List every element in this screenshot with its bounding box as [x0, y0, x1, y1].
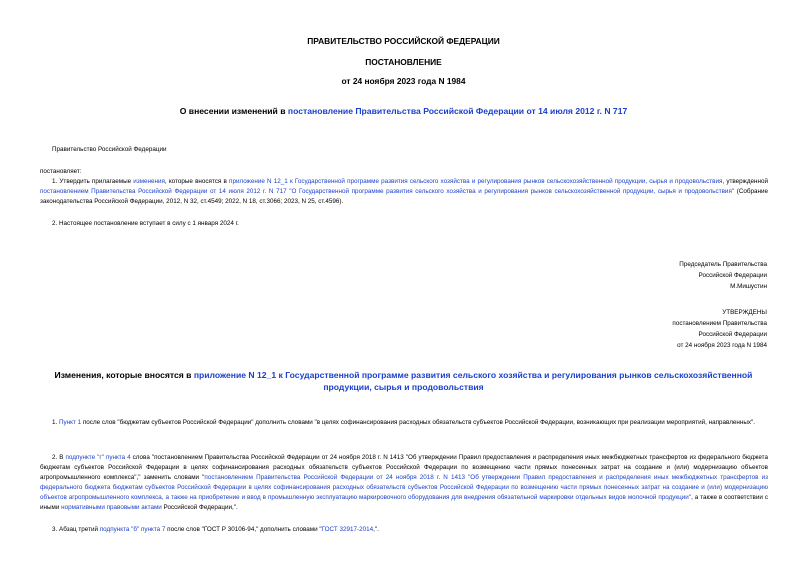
- signature-position: Председатель Правительства: [679, 261, 767, 268]
- subpoint-g-point-4-link[interactable]: подпункте "г" пункта 4: [65, 454, 131, 461]
- appendix-12-1-link[interactable]: приложение N 12_1 к Государственной программе развития сельского хозяйства и регулирования рынков сельскохозяйственной продукции, сырья и продовольствия: [229, 178, 723, 185]
- approval-organization: Российской Федерации: [698, 331, 767, 338]
- document-date-heading: от 24 ноября 2023 года N 1984: [341, 76, 466, 86]
- government-heading: ПРАВИТЕЛЬСТВО РОССИЙСКОЙ ФЕДЕРАЦИИ: [307, 36, 500, 46]
- approval-title: УТВЕРЖДЕНЫ: [722, 309, 767, 316]
- preamble-resolves: постановляет:: [40, 168, 82, 175]
- approval-by: постановлением Правительства: [672, 320, 767, 327]
- changes-appendix-link[interactable]: приложение N 12_1 к Государственной программе развития сельского хозяйства и регулирования рынков сельскохозяйственной продукции, сырья и продовольствия: [193, 370, 753, 392]
- changes-link[interactable]: изменения: [133, 178, 165, 185]
- subject-prefix: О внесении изменений в: [179, 106, 288, 116]
- point-1-link[interactable]: Пункт 1: [59, 419, 82, 426]
- item-2-paragraph: 2. Настоящее постановление вступает в силу с 1 января 2024 г.: [52, 220, 239, 227]
- resolution-1413-link[interactable]: постановлением Правительства Российской Федерации от 24 ноября 2018 г. N 1413 "Об утверждении Правил предоставления и распределения иных межбюджетных трансфертов из федерального бюджета бюджетам субъектов Российской Федерации в целях софинансирования расходных обязательств субъектов Российской Федерации по возмещению части прямых понесенных затрат на создание и (или) модернизацию объектов агропромышленного комплекса, а также на приобретение и ввод в промышленную эксплуатацию маркировочного оборудования для внедрения обязательной маркировки отдельных видов молочной продукции": [40, 474, 768, 501]
- signature-block: [679, 259, 767, 292]
- subpoint-b-point-7-link[interactable]: подпункта "б" пункта 7: [99, 526, 166, 533]
- change-3-paragraph: 3. Абзац третий подпункта "б" пункта 7 после слов "ГОСТ Р 30106-94," дополнить словами "ГОСТ 32917-2014,".: [52, 526, 379, 533]
- signature-name: М.Мишустин: [730, 283, 767, 290]
- document-type-heading: ПОСТАНОВЛЕНИЕ: [365, 57, 442, 67]
- normative-acts-link[interactable]: нормативными правовыми актами: [61, 504, 162, 511]
- preamble-government: Правительство Российской Федерации: [52, 146, 167, 153]
- approval-date: от 24 ноября 2023 года N 1984: [677, 342, 767, 349]
- document-subject: [0, 106, 807, 116]
- change-2-paragraph: 2. В подпункте "г" пункта 4 слова "постановлением Правительства Российской Федерации от 24 ноября 2018 г. N 1413 "Об утверждении Правил предоставления и распределения иных межбюджетных трансфертов из федерального бюджета бюджетам субъектов Российской Федерации в целях софинансирования расходных обязательств субъектов Российской Федерации по возмещению части прямых понесенных затрат на создание и (или) модернизацию объектов агропромышленного комплекса"," заменить словами "постановлением Правительства Российской Федерации от 24 ноября 2018 г. N 1413 "Об утверждении Правил предоставления и распределения иных межбюджетных трансфертов из федерального бюджета бюджетам субъектов Российской Федерации в целях софинансирования расходных обязательств субъектов Российской Федерации по возмещению части прямых понесенных затрат на создание и (или) модернизацию объектов агропромышленного комплекса, а также на приобретение и ввод в промышленную эксплуатацию маркировочного оборудования для внедрения обязательной маркировки отдельных видов молочной продукции", а также в соответствии с иными нормативными правовыми актами Российской Федерации,".: [40, 454, 768, 511]
- approval-block: [672, 307, 767, 351]
- changes-heading: Изменения, которые вносятся в приложение N 12_1 к Государственной программе развития сельского хозяйства и регулирования рынков сельскохозяйственной продукции, сырья и продовольствия: [54, 370, 753, 392]
- signature-organization: Российской Федерации: [698, 272, 767, 279]
- gost-32917-link[interactable]: ГОСТ 32917-2014: [321, 526, 374, 533]
- item-1-paragraph: 1. Утвердить прилагаемые изменения, которые вносятся в приложение N 12_1 к Государственной программе развития сельского хозяйства и регулирования рынков сельскохозяйственной продукции, сырья и продовольствия, утвержденной постановлением Правительства Российской Федерации от 14 июля 2012 г. N 717 "О Государственной программе развития сельского хозяйства и регулирования рынков сельскохозяйственной продукции, сырья и продовольствия" (Собрание законодательства Российской Федерации, 2012, N 32, ст.4549; 2022, N 18, ст.3066; 2023, N 25, ст.4596).: [40, 178, 768, 205]
- subject-resolution-link[interactable]: постановление Правительства Российской Федерации от 14 июля 2012 г. N 717: [287, 106, 628, 116]
- resolution-717-link[interactable]: постановлением Правительства Российской Федерации от 14 июля 2012 г. N 717 "О Государственной программе развития сельского хозяйства и регулирования рынков сельскохозяйственной продукции, сырья и продовольствия": [40, 188, 735, 195]
- change-1-paragraph: 1. Пункт 1 после слов "бюджетам субъектов Российской Федерации" дополнить словами "в целях софинансирования расходных обязательств субъектов Российской Федерации, возникающих при реализации мероприятий, направленных".: [52, 419, 756, 426]
